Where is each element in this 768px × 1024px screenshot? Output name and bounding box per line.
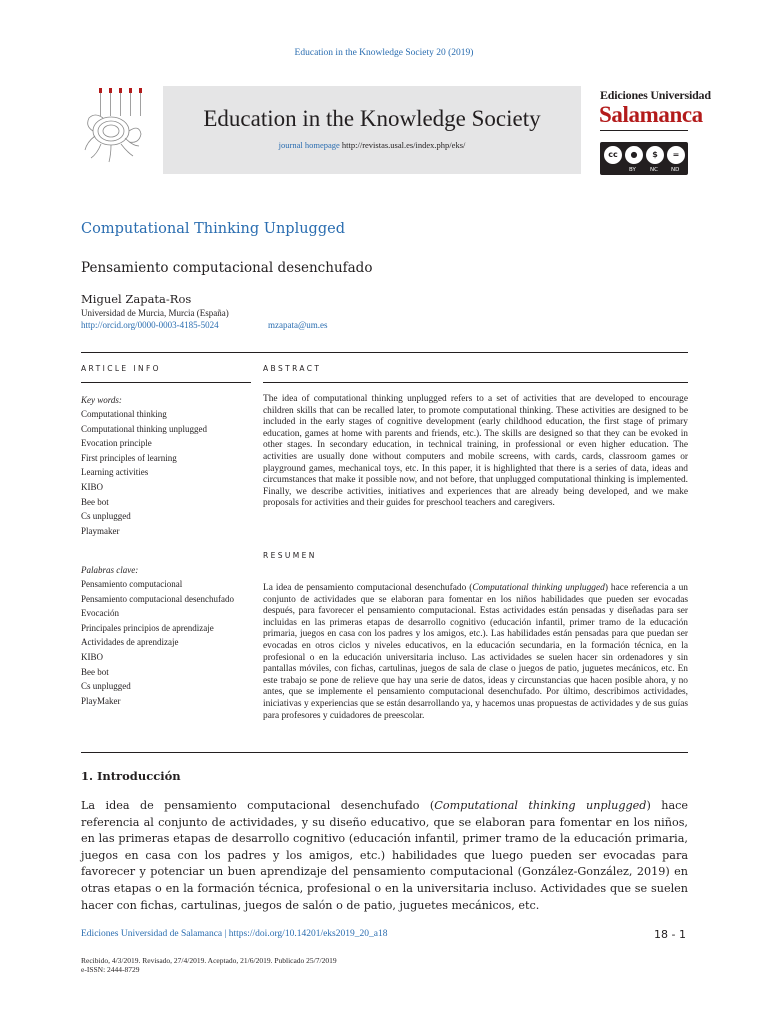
homepage-label: journal homepage — [278, 140, 340, 150]
article-info-heading: ARTICLE INFO — [81, 364, 161, 373]
palabra-item: Bee bot — [81, 666, 109, 677]
palabra-item: PlayMaker — [81, 695, 121, 706]
cc-icon: cc — [603, 145, 623, 165]
author-name: Miguel Zapata-Ros — [81, 292, 192, 306]
intro-italic: Computational thinking unplugged — [434, 799, 647, 812]
palabra-item: Evocación — [81, 608, 119, 619]
cc-license-badge — [600, 142, 688, 175]
keywords-label: Key words: — [81, 395, 122, 405]
resumen-heading: RESUMEN — [263, 551, 317, 560]
keyword-item: KIBO — [81, 481, 103, 492]
divider-info — [81, 382, 251, 383]
running-header: Education in the Knowledge Society 20 (2019) — [294, 48, 474, 58]
journal-homepage — [163, 140, 581, 150]
keywords-list — [81, 407, 207, 538]
journal-logo — [81, 86, 163, 174]
license-label-nc: NC — [650, 167, 658, 173]
author-affiliation: Universidad de Murcia, Murcia (España) — [81, 308, 229, 318]
received-dates: Recibido, 4/3/2019. Revisado, 27/4/2019. Aceptado, 21/6/2019. Publicado 25/7/2019 — [81, 956, 337, 965]
abstract-text: The idea of computational thinking unplugged refers to a set of activities that are developed to encourage children skills that can be recalled later, to promote computational thinking. These activities are designed to be included in the early stages of cognitive development (early childhood education, the first stage of primary education, games at home with parents and friends, etc.). The skills are designed so that they can be evoked in other stages. In secondary education, in technical training, in professional or even higher education. The activities are usually done without computers and mobile screens, with cards, cards, classroom games or playground games, mechanical toys, etc. In this paper, it is highlighted that there is a series of data, ideas and circumstances that make it possible now, and not before, that unplugged computational thinking is implemented. Finally, we describe activities, initiatives and experiences that are already being developed, and we make proposals for activities and their guides for preschool teachers and caregivers. — [263, 394, 688, 509]
email-link[interactable]: mzapata@um.es — [268, 320, 328, 330]
by-person-icon: ● — [624, 145, 644, 165]
palabra-item: KIBO — [81, 651, 103, 662]
publisher-name-main: Salamanca — [599, 102, 703, 127]
palabra-item: Pensamiento computacional — [81, 579, 183, 589]
resumen-text: La idea de pensamiento computacional desenchufado (Computational thinking unplugged) hace referencia a un conjunto de actividades que se elaboran para fomentar en los niños habilidades que pueden ser evocadas después, para favorecer el pensamiento computacional. Estas actividades están pensadas y diseñadas para ser incluidas en las primeras etapas de desarrollo cognitivo (educación infantil, primer tramo de la educación primaria, juegos en casa con los padres y los amigos, etc.). Las habilidades están pensadas para que puedan ser evocadas en otros ciclos y niveles educativos, en la educación secundaria, en la formación técnica, en la profesional o en la educación universitaria incluso. Las actividades se suelen hacer sin ordenadores y sin pantallas móviles, con fichas, cartulinas, juegos de sala de clase o juegos de patio, juguetes mecánicos, etc. En este trabajo se pone de relieve que hay una serie de datos, ideas y circunstancias que hacen posible ahora, y no antes, que se implemente el pensamiento computacional desenchufado. Por último, describimos actividades, iniciativas y experiencias que se están desarrollando ya, y hacemos unas propuestas de actividades y de sus guías para profesores y cuidadores de preescolar. — [263, 583, 688, 721]
article-title: Computational Thinking Unplugged — [81, 221, 345, 237]
keyword-item: Learning activities — [81, 467, 149, 478]
noncommercial-icon: $ — [645, 145, 665, 165]
palabras-clave-label: Palabras clave: — [81, 565, 139, 575]
palabra-item: Pensamiento computacional desenchufado — [81, 593, 234, 604]
palabra-item: Principales principios de aprendizaje — [81, 622, 214, 633]
keyword-item: Bee bot — [81, 496, 109, 507]
abstract-heading: ABSTRACT — [263, 364, 322, 373]
eissn: e-ISSN: 2444-8729 — [81, 965, 140, 974]
publisher-name-top: Ediciones Universidad — [600, 88, 711, 102]
footer-doi[interactable]: Ediciones Universidad de Salamanca | https://doi.org/10.14201/eks2019_20_a18 — [81, 929, 388, 939]
keyword-item: Computational thinking unplugged — [81, 423, 207, 434]
publisher-divider — [600, 130, 688, 131]
keyword-item: Computational thinking — [81, 409, 167, 419]
divider-abstract — [263, 382, 688, 383]
keyword-item: Playmaker — [81, 525, 120, 536]
section-heading: 1. Introducción — [81, 769, 181, 783]
palabra-item: Actividades de aprendizaje — [81, 637, 179, 648]
page-number: 18 - 1 — [654, 928, 686, 941]
article-subtitle: Pensamiento computacional desenchufado — [81, 260, 373, 276]
intro-paragraph: La idea de pensamiento computacional desenchufado (Computational thinking unplugged) hace referencia al conjunto de actividades, y su diseño educativo, que se elaboran para fomentar en los niños, en las primeras etapas de desarrollo cognitivo (educación infantil, primer tramo de la educación primaria, juegos en casa con los padres y los amigos, etc.) habilidades que luego pueden ser evocadas para favorecer y potenciar un buen aprendizaje del pensamiento computacional (González-González, 2019) en otras etapas o en la formación técnica, profesional o en la universitaria incluso. Actividades que se suelen hacer con fichas, cartulinas, juegos de salón o de patio, juguetes mecánicos, etc. — [81, 799, 689, 912]
resumen-italic: Computational thinking unplugged — [472, 583, 605, 593]
divider-bottom — [81, 752, 688, 753]
keyword-item: First principles of learning — [81, 452, 177, 463]
homepage-url[interactable]: http://revistas.usal.es/index.php/eks/ — [341, 140, 466, 150]
palabras-clave-list — [81, 577, 234, 708]
keyword-item: Cs unplugged — [81, 511, 131, 522]
noderivs-icon: = — [666, 145, 686, 165]
palabra-item: Cs unplugged — [81, 681, 131, 692]
license-label-by: BY — [629, 167, 636, 173]
divider-top — [81, 352, 688, 353]
journal-title: Education in the Knowledge Society — [203, 106, 541, 131]
keyword-item: Evocation principle — [81, 438, 152, 449]
license-label-nd: ND — [671, 167, 680, 173]
history-dates — [81, 956, 337, 974]
orcid-link[interactable]: http://orcid.org/0000-0003-4185-5024 — [81, 320, 219, 330]
tree-logo-icon — [81, 86, 163, 174]
